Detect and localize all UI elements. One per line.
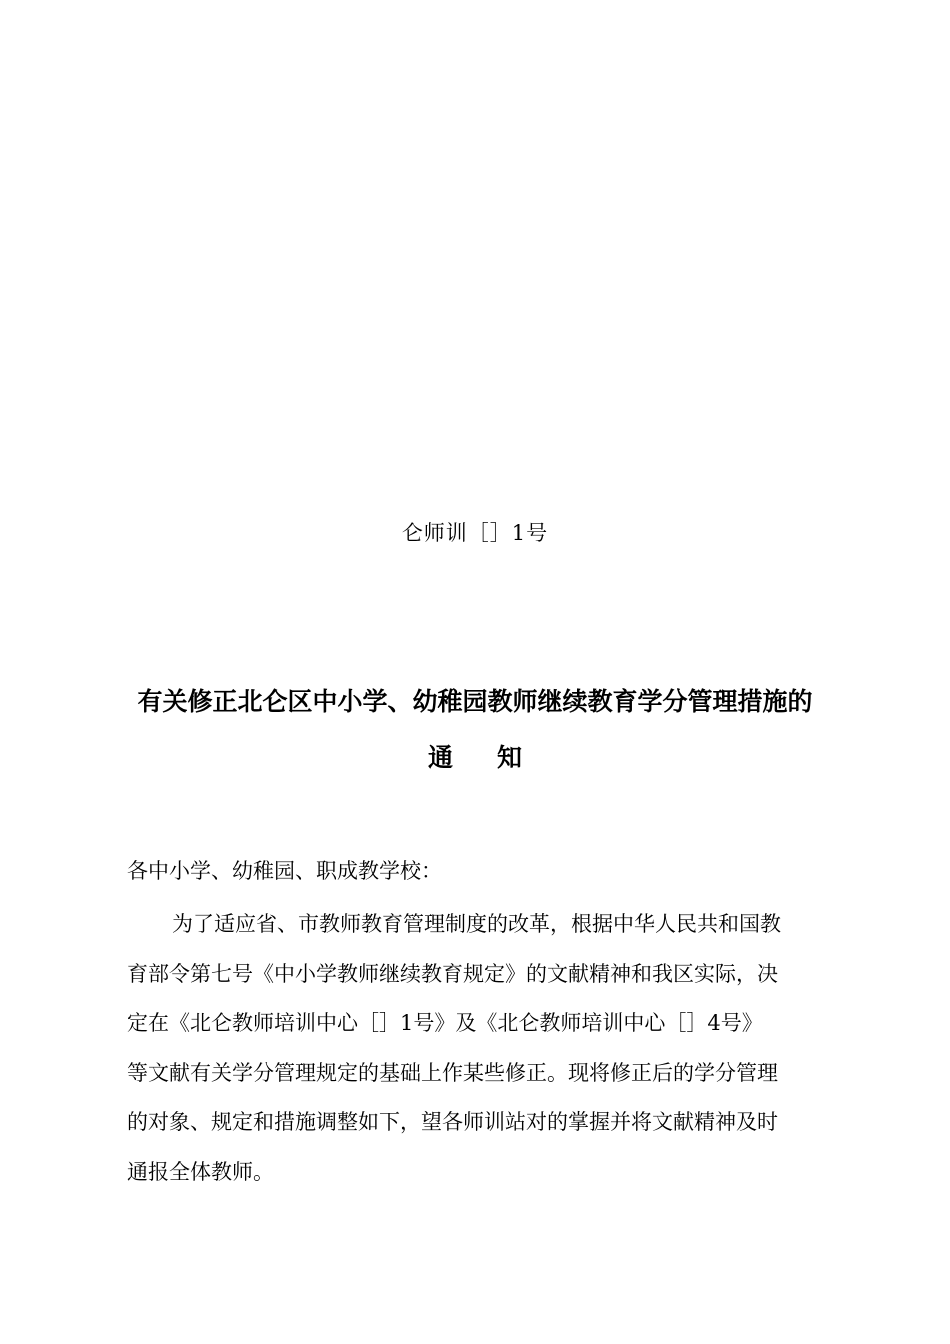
title-char-zhi: 知 — [497, 743, 523, 772]
body-line: 定在《北仑教师培训中心［］1号》及《北仑教师培训中心［］4号》 — [127, 1011, 763, 1036]
document-title-continuation — [0, 740, 950, 776]
salutation: 各中小学、幼稚园、职成教学校： — [127, 859, 442, 883]
body-line: 育部令第七号《中小学教师继续教育规定》的文献精神和我区实际，决 — [127, 961, 778, 986]
document-number: 仑师训［］1号 — [401, 521, 549, 545]
body-line: 的对象、规定和措施调整如下，望各师训站对的掌握并将文献精神及时 — [127, 1110, 778, 1135]
document-title: 有关修正北仑区中小学、幼稚园教师继续教育学分管理措施的 — [137, 687, 813, 716]
body-paragraph — [127, 909, 827, 1207]
title-char-tong: 通 — [427, 743, 453, 772]
body-line: 通报全体教师。 — [127, 1159, 274, 1184]
body-line: 等文献有关学分管理规定的基础上作某些修正。现将修正后的学分管理 — [127, 1060, 778, 1085]
body-line: 为了适应省、市教师教育管理制度的改革，根据中华人民共和国教 — [172, 912, 781, 936]
